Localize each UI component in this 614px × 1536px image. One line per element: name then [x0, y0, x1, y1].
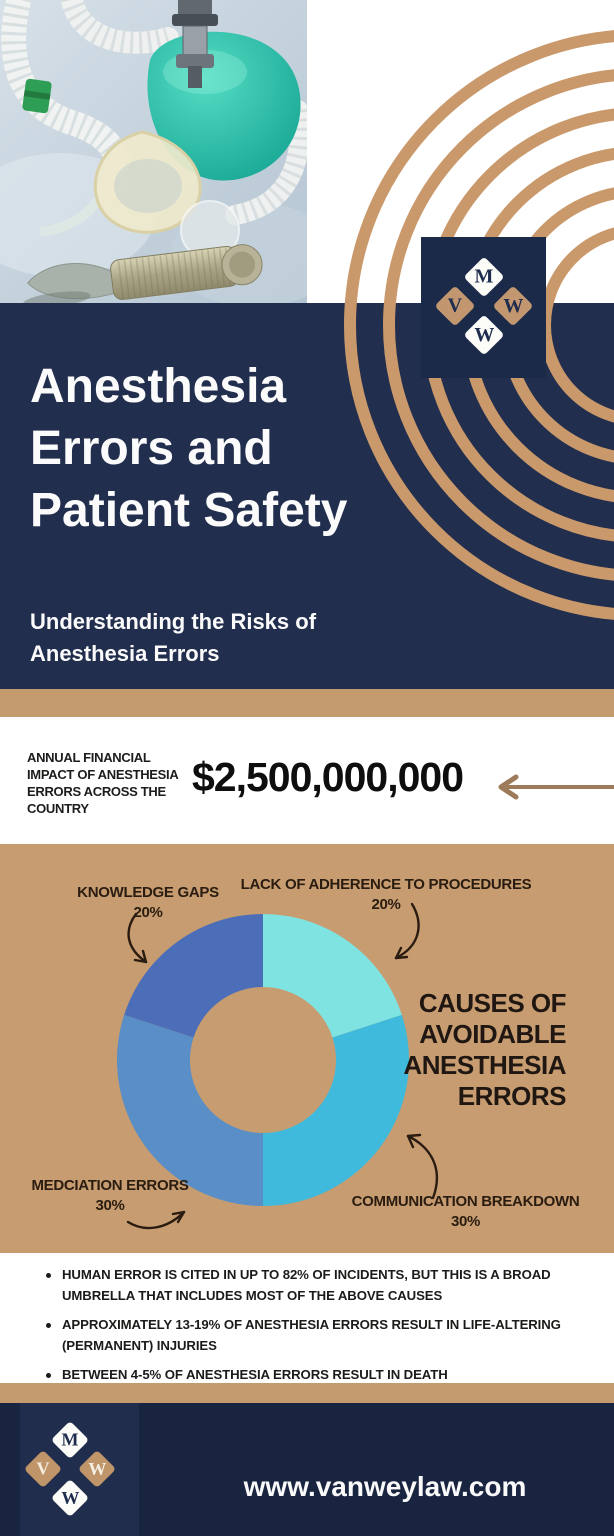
logo-letter-v: V: [447, 294, 462, 317]
key-facts-section: [0, 1253, 614, 1383]
bullet-item: BETWEEN 4-5% OF ANESTHESIA ERRORS RESULT IN DEATH: [62, 1365, 584, 1386]
callout-pct: 30%: [95, 1197, 125, 1214]
financial-impact-label: ANNUAL FINANCIAL IMPACT OF ANESTHESIA ERRORS ACROSS THE COUNTRY: [27, 750, 178, 816]
footer-logo-letter-v: V: [36, 1458, 50, 1479]
callout-label: KNOWLEDGE GAPS: [77, 884, 219, 901]
curved-arrow-icon: [126, 1202, 188, 1232]
callout-pct: 20%: [133, 904, 163, 921]
website-url[interactable]: www.vanweylaw.com: [243, 1471, 527, 1502]
page-subtitle: Understanding the Risks of Anesthesia Errors: [30, 609, 317, 666]
left-arrow-icon: [492, 772, 614, 802]
callout-pct: 30%: [450, 1213, 481, 1230]
curved-arrow-icon: [398, 1132, 444, 1200]
bullet-item: APPROXIMATELY 13-19% OF ANESTHESIA ERRORS RESULT IN LIFE-ALTERING (PERMANENT) INJURIES: [62, 1315, 584, 1356]
callout-label: MEDCIATION ERRORS: [31, 1177, 189, 1194]
logo-letter-w-bottom: W: [473, 323, 494, 346]
footer-logo-letter-w-bottom: W: [61, 1487, 79, 1508]
hero-section: [0, 0, 614, 689]
callout-pct: 20%: [371, 896, 401, 913]
curved-arrow-icon: [122, 912, 156, 968]
causes-chart-section: [0, 844, 614, 1253]
callout-label: LACK OF ADHERENCE TO PROCEDURES: [240, 876, 532, 893]
donut-slice: [263, 914, 402, 1037]
logo-letter-m: M: [474, 265, 493, 288]
logo-diamond-v: [434, 285, 475, 326]
callout-communication-breakdown: [349, 1193, 582, 1231]
logo-diamond-w-right: [492, 285, 533, 326]
financial-impact-amount: $2,500,000,000: [192, 754, 463, 800]
logo-letter-w-right: W: [502, 294, 523, 317]
page-title: Anesthesia Errors and Patient Safety: [30, 360, 348, 537]
anesthesia-equipment-photo: [0, 0, 307, 303]
logo-diamond-w-bottom: [463, 314, 504, 355]
key-facts-list: [0, 1253, 614, 1386]
logo-diamond-m: [463, 256, 504, 297]
chart-title: CAUSES OF AVOIDABLE ANESTHESIA ERRORS: [403, 988, 566, 1111]
curved-arrow-icon: [386, 902, 426, 964]
footer: [0, 1403, 614, 1536]
footer-logo-letter-m: M: [61, 1429, 79, 1450]
tan-divider-top: [0, 689, 614, 717]
vanwey-logo-card: [421, 237, 546, 378]
financial-impact-section: [0, 717, 614, 844]
callout-label: COMMUNICATION BREAKDOWN: [351, 1193, 580, 1210]
bullet-item: HUMAN ERROR IS CITED IN UP TO 82% OF INCIDENTS, BUT THIS IS A BROAD UMBRELLA THAT INCLUDES MOST OF THE ABOVE CAUSES: [62, 1265, 584, 1306]
footer-logo-letter-w-right: W: [88, 1458, 106, 1479]
tan-divider-bottom: [0, 1383, 614, 1403]
